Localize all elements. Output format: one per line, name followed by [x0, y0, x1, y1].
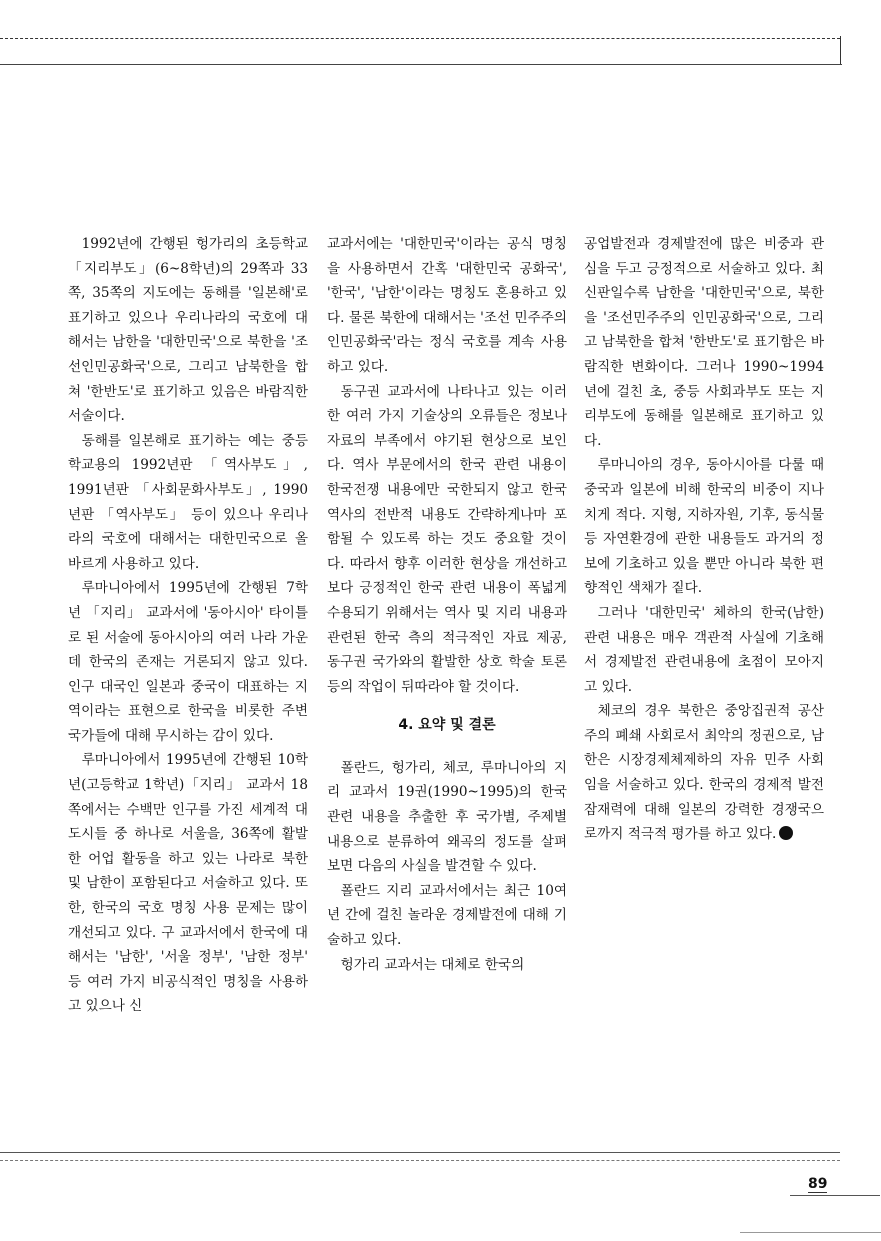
- section-heading: 4. 요약 및 결론: [398, 717, 496, 734]
- paragraph: 그러나 '대한민국' 체하의 한국(남한) 관련 내용은 매우 객관적 사실에 기초해서 경제발전 관련내용에 초점이 모아지고 있다.: [584, 604, 824, 695]
- paragraph: 루마니아의 경우, 동아시아를 다룰 때 중국과 일본에 비해 한국의 비중이 지나치게 적다. 지형, 지하자원, 기후, 동식물 등 자연환경에 관한 내용들도 과거의 정보에 기초하고 있을 뿐만 아니라 북한 편향적인 색채가 짙다.: [584, 457, 824, 597]
- page-number-rule: [790, 1195, 880, 1196]
- column-2: [327, 232, 567, 977]
- paragraph: 교과서에는 '대한민국'이라는 공식 명칭을 사용하면서 간혹 '대한민국 공화국', '한국', '남한'이라는 명칭도 혼용하고 있다. 물론 북한에 대해서는 '조선 민주주의 인민공화국'라는 정식 국호를 계속 사용하고 있다.: [327, 236, 567, 375]
- paragraph: 폴란드, 헝가리, 체코, 루마니아의 지리 교과서 19권(1990~1995)의 한국 관련 내용을 추출한 후 국가별, 주제별 내용으로 분류하여 왜곡의 정도를 살펴보면 다음의 사실을 발견할 수 있다.: [327, 759, 567, 875]
- header-solid-rule: [0, 64, 842, 65]
- footer-solid-rule: [0, 1152, 840, 1153]
- paragraph: 루마니아에서 1995년에 간행된 10학년(고등학교 1학년)「지리」 교과서 18쪽에서는 수백만 인구를 가진 세계적 대도시들 중 하나로 서울을, 36쪽에 활발한 어업 활동을 하고 있는 나라로 북한 및 남한이 포함된다고 서술하고 있다. 또한, 한국의 국호 명칭 사용 문제는 많이 개선되고 있다. 구 교과서에서 한국에 대해서는 '남한', '서울 정부', '남한 정부' 등 여러 가지 비공식적인 명칭을 사용하고 있으나 신: [68, 752, 308, 1015]
- paragraph: 동구권 교과서에 나타나고 있는 이러한 여러 가지 기술상의 오류들은 정보나 자료의 부족에서 야기된 현상으로 보인다. 역사 부문에서의 한국 관련 내용이 한국전쟁 내용에만 국한되지 않고 한국 역사의 전반적 내용도 간략하게나마 포함될 수 있도록 하는 것도 중요할 것이다. 따라서 향후 이러한 현상을 개선하고 보다 긍정적인 한국 관련 내용이 폭넓게 수용되기 위해서는 역사 및 지리 내용과 관련된 한국 측의 적극적인 자료 제공, 동구권 국가와의 활발한 상호 학술 토론 등의 작업이 뒤따라야 할 것이다.: [327, 383, 567, 695]
- paragraph: 폴란드 지리 교과서에서는 최근 10여년 간에 걸친 놀라운 경제발전에 대해 기술하고 있다.: [327, 882, 567, 949]
- paragraph-text: 체코의 경우 북한은 중앙집권적 공산주의 폐쇄 사회로서 최악의 정권으로, 남한은 시장경제체제하의 자유 민주 사회임을 서술하고 있다. 한국의 경제적 발전 잠재력에 대해 일본의 강력한 경쟁국으로까지 적극적 평가를 하고 있다.: [584, 703, 824, 843]
- header-dashed-rule: [0, 38, 840, 39]
- footer-edge-rule: [740, 1232, 881, 1233]
- paragraph: 공업발전과 경제발전에 많은 비중과 관심을 두고 긍정적으로 서술하고 있다. 최신판일수록 남한을 '대한민국'으로, 북한을 '조선민주주의 인민공화국'으로, 그리고 남북한을 합쳐 '한반도'로 표기함은 바람직한 변화이다. 그러나 1990~1994년에 걸친 초, 중등 사회과부도 또는 지리부도에 동해를 일본해로 표기하고 있다.: [584, 236, 824, 449]
- column-3: [584, 232, 824, 847]
- footer-dashed-rule: [0, 1160, 840, 1161]
- paragraph: 1992년에 간행된 헝가리의 초등학교 「지리부도」(6~8학년)의 29쪽과 33쪽, 35쪽의 지도에는 동해를 '일본해'로 표기하고 있으나 우리나라의 국호에 대해서는 남한을 '대한민국'으로 북한을 '조선인민공화국'으로, 그리고 남북한을 합쳐 '한반도'로 표기하고 있음은 바람직한 서술이다.: [68, 236, 308, 425]
- column-1: [68, 232, 308, 1019]
- header-corner-rule: [840, 36, 841, 64]
- paragraph: 동해를 일본해로 표기하는 예는 중등학교용의 1992년판 「역사부도」, 1991년판 「사회문화사부도」, 1990년판 「역사부도」 등이 있으나 우리나라의 국호에 대해서는 대한민국으로 올바르게 사용하고 있다.: [68, 432, 308, 572]
- end-mark-icon: [779, 826, 793, 840]
- paragraph-with-end-mark: [584, 699, 824, 847]
- page-number: 89: [808, 1176, 828, 1192]
- paragraph: 헝가리 교과서는 대체로 한국의: [340, 956, 525, 973]
- paragraph: 루마니아에서 1995년에 간행된 7학년 「지리」 교과서에 '동아시아' 타이틀로 된 서술에 동아시아의 여러 나라 가운데 한국의 존재는 거론되지 않고 있다. 인구 대국인 일본과 중국이 대표하는 지역이라는 표현으로 한국을 비롯한 주변 국가들에 대해 무시하는 감이 있다.: [68, 580, 308, 744]
